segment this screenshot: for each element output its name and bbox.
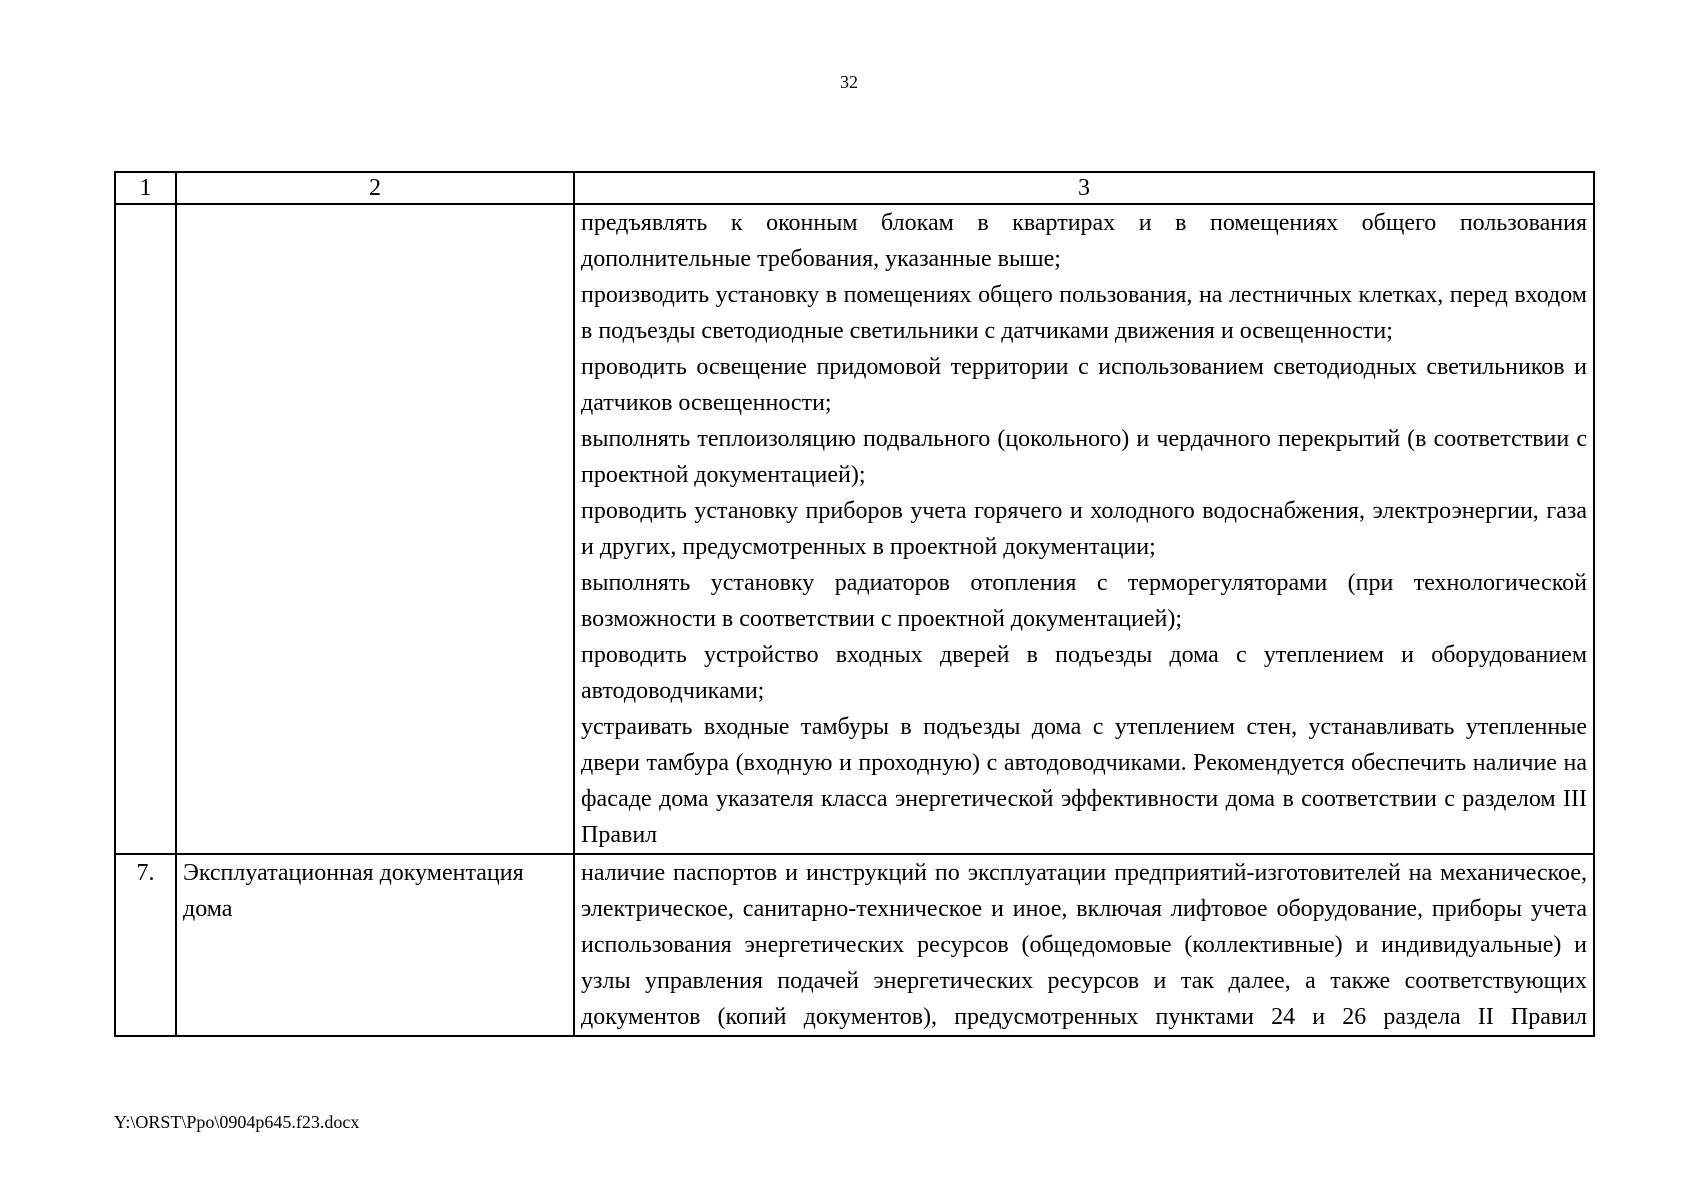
- requirement-paragraph: выполнять теплоизоляцию подвального (цокольного) и чердачного перекрытий (в соответствии с проектной документацией);: [581, 426, 1587, 488]
- table-row-7: [115, 854, 1594, 1036]
- row-number-cell: [115, 204, 176, 854]
- row-name-cell: Эксплуатационная документация дома: [176, 854, 574, 1036]
- requirement-paragraph: проводить устройство входных дверей в подъезды дома с утеплением и оборудованием автодоводчиками;: [581, 642, 1587, 704]
- table-row-continued: [115, 204, 1594, 854]
- row-name-cell: [176, 204, 574, 854]
- requirement-paragraph: проводить установку приборов учета горячего и холодного водоснабжения, электроэнергии, газа и других, предусмотренных в проектной документации;: [581, 498, 1587, 560]
- header-col-2: 2: [176, 172, 574, 204]
- requirement-paragraph: устраивать входные тамбуры в подъезды дома с утеплением стен, устанавливать утепленные двери тамбура (входную и проходную) с автодоводчиками. Рекомендуется обеспечить наличие на фасаде дома указателя класса энергетической эффективности дома в соответствии с разделом III Правил: [581, 714, 1587, 848]
- footer-file-path: Y:\ORST\Ppo\0904p645.f23.docx: [114, 1112, 360, 1132]
- requirement-paragraph: производить установку в помещениях общего пользования, на лестничных клетках, перед входом в подъезды светодиодные светильники с датчиками движения и освещенности;: [581, 282, 1587, 344]
- header-col-3: 3: [574, 172, 1594, 204]
- requirement-paragraph: выполнять установку радиаторов отопления с терморегуляторами (при технологической возможности в соответствии с проектной документацией);: [581, 570, 1587, 632]
- row-content-cell: [574, 854, 1594, 1036]
- page-number: 32: [840, 72, 858, 92]
- table-header-row: [115, 172, 1594, 204]
- row-content-cell: [574, 204, 1594, 854]
- requirements-table: [114, 171, 1595, 1037]
- header-col-1: 1: [115, 172, 176, 204]
- requirement-paragraph: проводить освещение придомовой территории с использованием светодиодных светильников и датчиков освещенности;: [581, 354, 1587, 416]
- requirement-paragraph: предъявлять к оконным блокам в квартирах и в помещениях общего пользования дополнительные требования, указанные выше;: [581, 210, 1587, 272]
- row-number-cell: 7.: [115, 854, 176, 1036]
- requirement-paragraph: наличие паспортов и инструкций по эксплуатации предприятий-изготовителей на механическое, электрическое, санитарно-техническое и иное, включая лифтовое оборудование, приборы учета использования энергетических ресурсов (общедомовые (коллективные) и индивидуальные) и узлы управления подачей энергетических ресурсов и так далее, а также соответствующих документов (копий документов), предусмотренных пунктами 24 и 26 раздела II Правил: [581, 860, 1587, 1030]
